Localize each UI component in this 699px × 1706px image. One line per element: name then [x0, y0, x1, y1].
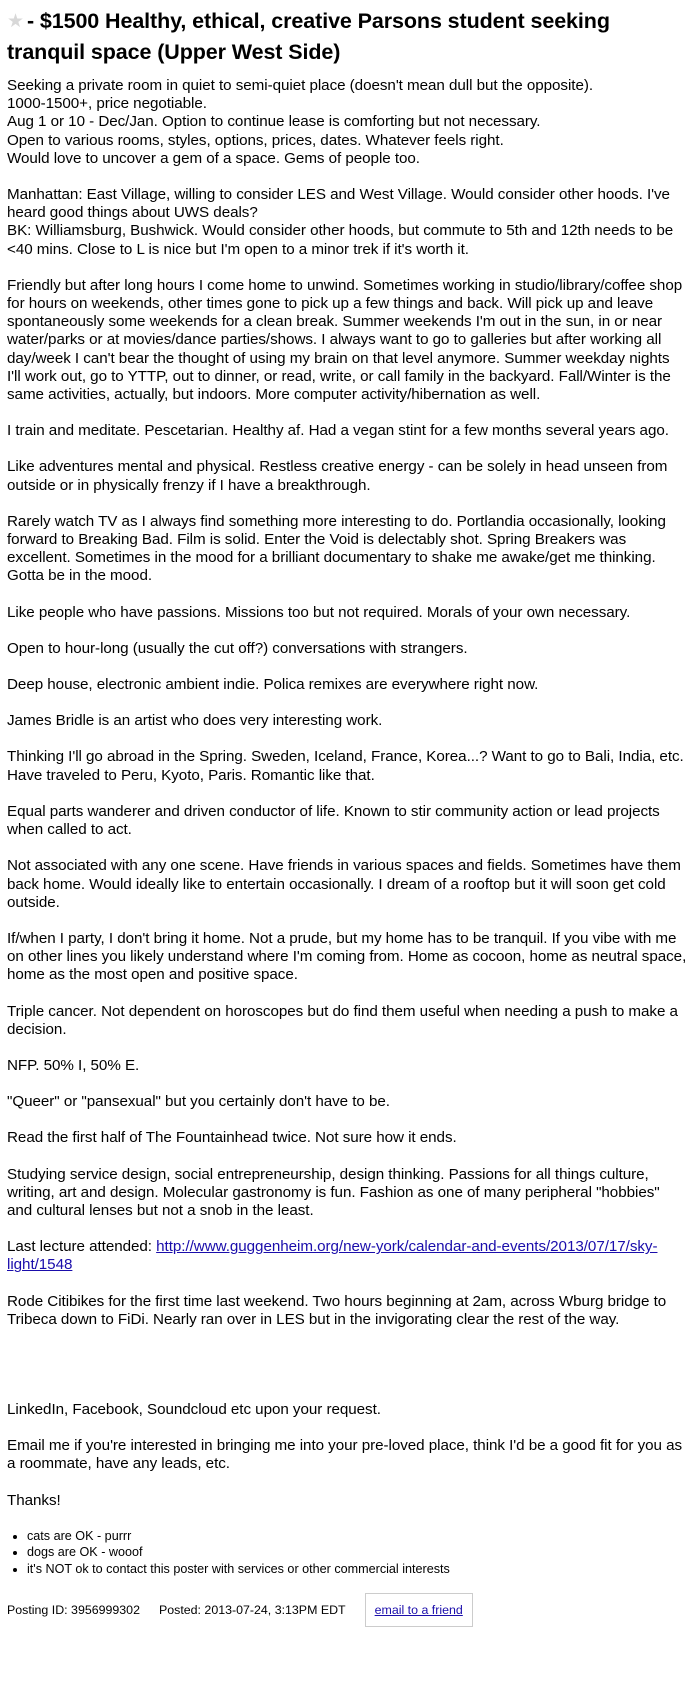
email-friend-box[interactable] — [365, 1593, 473, 1627]
email-friend-link[interactable]: email to a friend — [374, 1603, 463, 1618]
body-paragraph: Triple cancer. Not dependent on horoscopes but do find them useful when needing a push to make a decision. — [7, 1002, 678, 1038]
attribute-item: • cats are OK - purrr — [27, 1528, 687, 1545]
body-paragraph: "Queer" or "pansexual" but you certainly don't have to be. — [7, 1093, 390, 1111]
closing-paragraph: Email me if you're interested in bringing me into your pre-loved place, think I'd be a good fit for you as a roommate, have any leads, etc. — [7, 1437, 683, 1473]
posting-footer — [7, 1593, 687, 1627]
body-paragraph: Not associated with any one scene. Have friends in various spaces and fields. Sometimes have them back home. Would ideally like to entertain occasionally. I dream of a rooftop but it will soon get cold outside. — [7, 857, 681, 911]
star-icon[interactable]: ★ — [7, 11, 24, 32]
body-paragraph: Seeking a private room in quiet to semi-quiet place (doesn't mean dull but the opposite). 1000-1500+, price negotiable. Aug 1 or 10 - Dec/Jan. Option to continue lease is comforting but not necessary. Open to various rooms, styles, options, prices, dates. Whatever feels right. Would love to uncover a gem of a space. Gems of people too. — [7, 77, 594, 167]
body-paragraph: James Bridle is an artist who does very interesting work. — [7, 712, 383, 730]
body-paragraph: Like people who have passions. Missions too but not required. Morals of your own necessary. — [7, 603, 631, 621]
posting-body — [7, 77, 687, 1510]
body-paragraph: Equal parts wanderer and driven conductor of life. Known to stir community action or lead projects when called to act. — [7, 802, 660, 839]
posting-id: Posting ID: 3956999302 — [7, 1603, 140, 1618]
body-paragraph: Friendly but after long hours I come home to unwind. Sometimes working in studio/library/coffee shop for hours on weekends, other times gone to pick up a few things and back. Will pick up and leave spontaneously some weekends for a clean break. Summer weekends I'm out in the sun, in or near water/parks or at movies/dance parties/shows. I always want to go to galleries but after working all day/week I can't bear the thought of using my brain on that level anymore. Summer weekday nights I'll work out, go to YTTP, out to dinner, or read, write, or call family in the backyard. Fall/Winter is the same activities, actually, but indoors. More computer activity/hibernation as well. — [7, 276, 683, 404]
closing-paragraph: LinkedIn, Facebook, Soundcloud etc upon your request. — [7, 1400, 381, 1418]
lecture-label: Last lecture attended: — [7, 1238, 157, 1256]
body-paragraph: Open to hour-long (usually the cut off?) conversations with strangers. — [7, 639, 468, 657]
body-paragraph: Deep house, electronic ambient indie. Polica remixes are everywhere right now. — [7, 676, 539, 694]
body-paragraph: Manhattan: East Village, willing to consider LES and West Village. Would consider other hoods. I've heard good things about UWS deals? BK: Williamsburg, Bushwick. Would consider other hoods, but commute to 5th and 12th needs to be <40 mins. Close to L is nice but I'm open to a minor trek if it's worth it. — [7, 186, 674, 258]
body-paragraph: Thinking I'll go abroad in the Spring. Sweden, Iceland, France, Korea...? Want to go to Bali, India, etc. Have traveled to Peru, Kyoto, Paris. Romantic like that. — [7, 748, 684, 784]
body-paragraph: NFP. 50% I, 50% E. — [7, 1056, 140, 1074]
body-paragraph: If/when I party, I don't bring it home. Not a prude, but my home has to be tranquil. If you vibe with me on other lines you likely understand where I'm coming from. Home as cocoon, home as neutral space, home as the most open and positive space. — [7, 929, 687, 984]
posted-date: Posted: 2013-07-24, 3:13PM EDT — [158, 1603, 346, 1618]
attribute-item: • it's NOT ok to contact this poster with services or other commercial interests — [27, 1561, 687, 1578]
body-paragraph: Studying service design, social entrepreneurship, design thinking. Passions for all things culture, writing, art and design. Molecular gastronomy is fun. Fashion as one of many peripheral "hobbies" and cultural lenses but not a snob in the least. — [7, 1165, 660, 1219]
lecture-paragraph — [7, 1238, 687, 1274]
posting-title-heading — [7, 6, 687, 68]
body-paragraph: Like adventures mental and physical. Restless creative energy - can be solely in head unseen from outside or in physically frenzy if I have a breakthrough. — [7, 458, 668, 494]
posting-title: - $1500 Healthy, ethical, creative Parsons student seeking tranquil space (Upper West Side) — [7, 9, 610, 64]
body-paragraph: Rarely watch TV as I always find something more interesting to do. Portlandia occasionally, looking forward to Breaking Bad. Film is solid. Enter the Void is delectably shot. Spring Breakers was excellent. Sometimes in the mood for a brilliant documentary to shake me awake/get me thinking. Gotta be in the mood. — [7, 512, 666, 585]
attribute-list — [7, 1528, 687, 1578]
attribute-item: • dogs are OK - wooof — [27, 1544, 687, 1561]
closing-paragraph: Thanks! — [7, 1491, 61, 1509]
body-paragraph: I train and meditate. Pescetarian. Healthy af. Had a vegan stint for a few months several years ago. — [7, 422, 669, 440]
lecture-link[interactable]: http://www.guggenheim.org/new-york/calendar-and-events/2013/07/17/sky-light/1548 — [7, 1238, 658, 1274]
citibike-paragraph: Rode Citibikes for the first time last weekend. Two hours beginning at 2am, across Wburg bridge to Tribeca down to FiDi. Nearly ran over in LES but in the invigorating clear the rest of the way. — [7, 1292, 667, 1328]
body-paragraph: Read the first half of The Fountainhead twice. Not sure how it ends. — [7, 1129, 457, 1147]
spacer — [7, 1347, 687, 1401]
